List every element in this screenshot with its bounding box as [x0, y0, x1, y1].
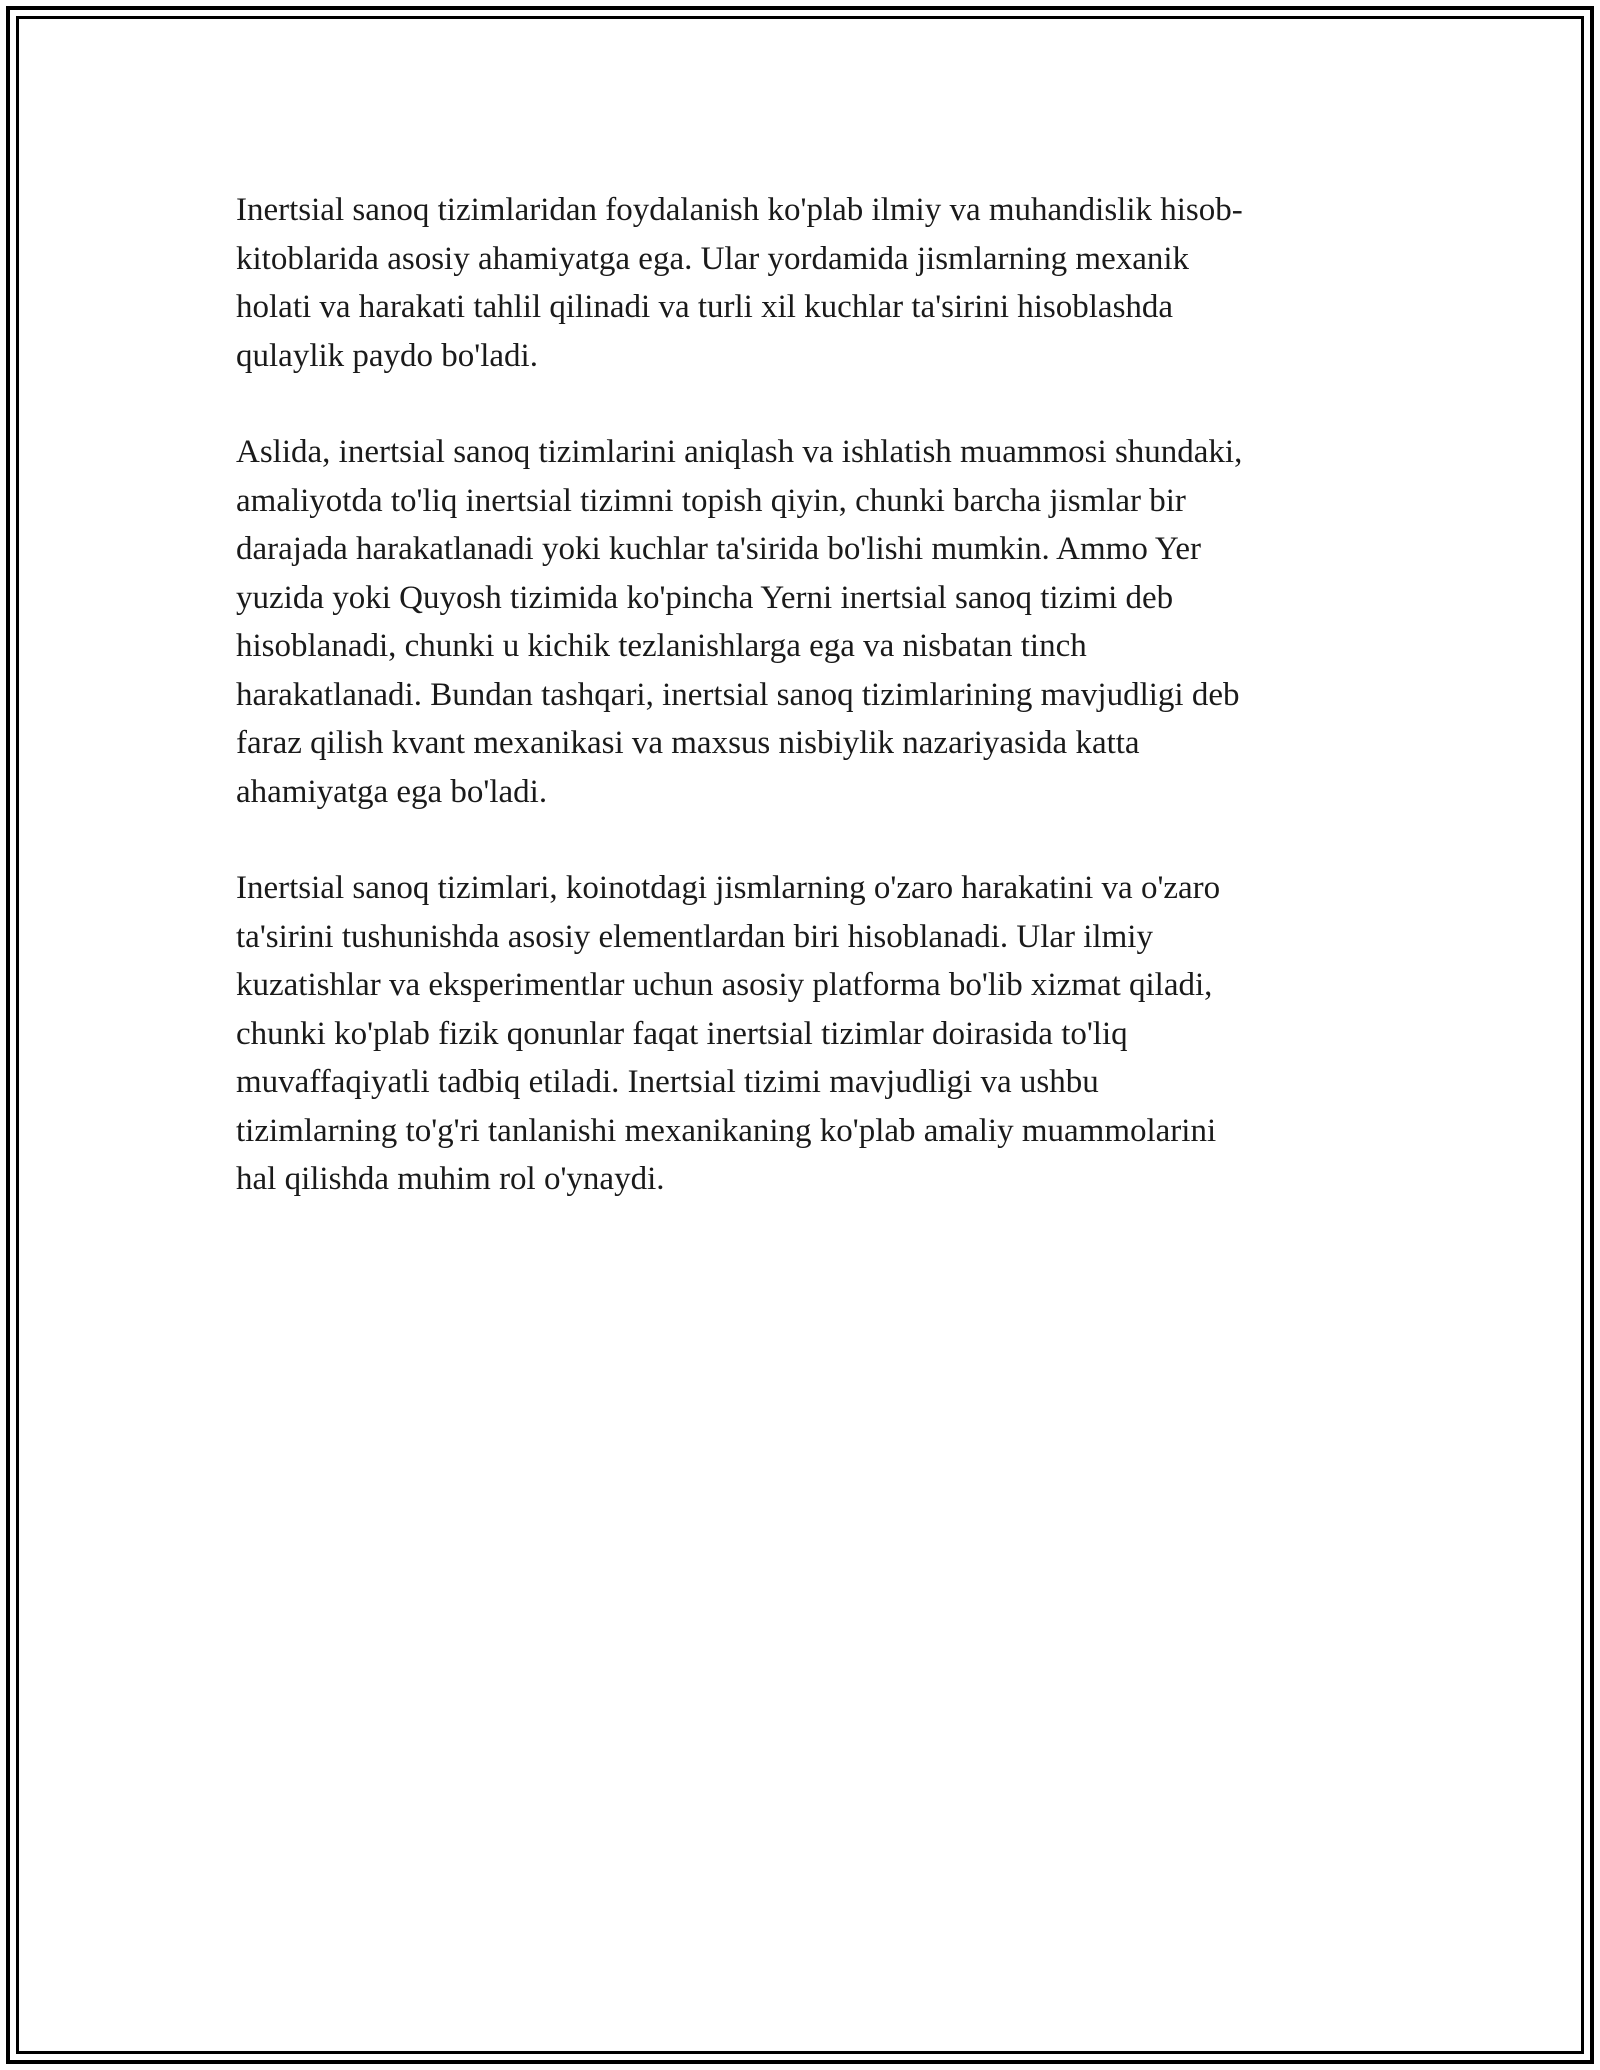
paragraph-3: Inertsial sanoq tizimlari, koinotdagi jismlarning o'zaro harakatini va o'zaro ta'sirini tushunishda asosiy elementlardan biri hisoblanadi. Ular ilmiy kuzatishlar va eksperimentlar uchun asosiy platforma bo'lib xizmat qiladi, chunki ko'plab fizik qonunlar faqat inertsial tizimlar doirasida to'liq muvaffaqiyatli tadbiq etiladi. Inertsial tizimi mavjudligi va ushbu tizimlarning to'g'ri tanlanishi mexanikaning ko'plab amaliy muammolarini hal qilishda muhim rol o'ynaydi.: [236, 870, 1221, 1197]
paragraph-1: Inertsial sanoq tizimlaridan foydalanish ko'plab ilmiy va muhandislik hisob- kitoblarida asosiy ahamiyatga ega. Ular yordamida jismlarning mexanik holati va harakati tahlil qilinadi va turli xil kuchlar ta'sirini hisoblashda qulaylik paydo bo'ladi.: [236, 192, 1243, 374]
document-body: [236, 186, 1366, 1252]
paragraph-2: Aslida, inertsial sanoq tizimlarini aniqlash va ishlatish muammosi shundaki, amaliyotda to'liq inertsial tizimni topish qiyin, chunki barcha jismlar bir darajada harakatlanadi yoki kuchlar ta'sirida bo'lishi mumkin. Ammo Yer yuzida yoki Quyosh tizimida ko'pincha Yerni inertsial sanoq tizimi deb hisoblanadi, chunki u kichik tezlanishlarga ega va nisbatan tinch harakatlanadi. Bundan tashqari, inertsial sanoq tizimlarining mavjudligi deb faraz qilish kvant mexanikasi va maxsus nisbiylik nazariyasida katta ahamiyatga ega bo'ladi.: [236, 434, 1243, 810]
